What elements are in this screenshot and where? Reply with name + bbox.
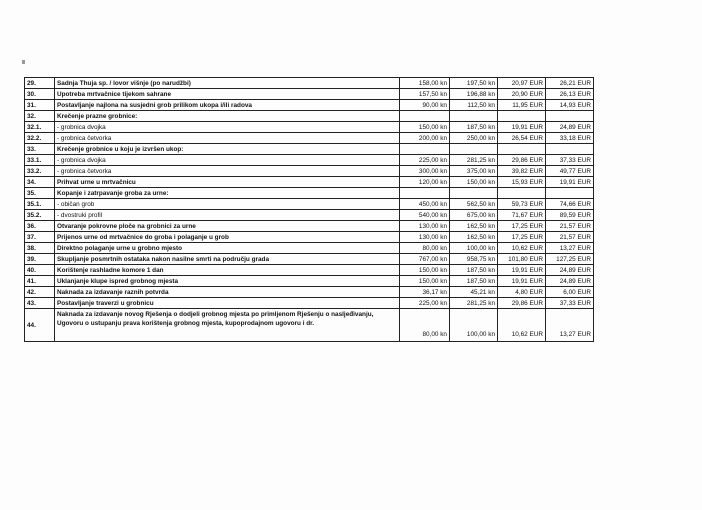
price-kn-base: 80,00 kn xyxy=(400,309,450,342)
price-table-body xyxy=(25,78,594,342)
price-kn-total: 281,25 kn xyxy=(450,155,498,166)
price-eur-base xyxy=(498,111,546,122)
row-number: 32. xyxy=(25,111,55,122)
price-eur-total: 89,59 EUR xyxy=(546,210,594,221)
price-kn-total: 187,50 kn xyxy=(450,265,498,276)
price-eur-total: 74,66 EUR xyxy=(546,199,594,210)
price-eur-base: 29,86 EUR xyxy=(498,298,546,309)
table-row xyxy=(25,265,594,276)
price-eur-base: 19,91 EUR xyxy=(498,276,546,287)
price-kn-total xyxy=(450,144,498,155)
price-eur-base: 59,73 EUR xyxy=(498,199,546,210)
price-eur-base: 101,80 EUR xyxy=(498,254,546,265)
row-number: 44. xyxy=(25,309,55,342)
row-description: - grobnica dvojka xyxy=(55,155,400,166)
price-eur-total: 13,27 EUR xyxy=(546,309,594,342)
table-row xyxy=(25,232,594,243)
price-kn-total xyxy=(450,111,498,122)
price-kn-base: 36,17 kn xyxy=(400,287,450,298)
row-description: Prihvat urne u mrtvačnicu xyxy=(55,177,400,188)
row-description: - običan grob xyxy=(55,199,400,210)
price-eur-total: 19,91 EUR xyxy=(546,177,594,188)
row-number: 33.2. xyxy=(25,166,55,177)
row-description: Skupljanje posmrtnih ostataka nakon nasilne smrti na području grada xyxy=(55,254,400,265)
price-eur-base: 20,97 EUR xyxy=(498,78,546,89)
row-number: 40. xyxy=(25,265,55,276)
price-eur-total: 49,77 EUR xyxy=(546,166,594,177)
row-number: 35. xyxy=(25,188,55,199)
row-description: Postavljanje traverzi u grobnicu xyxy=(55,298,400,309)
price-eur-total: 21,57 EUR xyxy=(546,221,594,232)
price-kn-total: 150,00 kn xyxy=(450,177,498,188)
price-eur-base: 10,62 EUR xyxy=(498,243,546,254)
price-eur-total: 37,33 EUR xyxy=(546,155,594,166)
row-description: Korištenje rashladne komore 1 dan xyxy=(55,265,400,276)
price-eur-total: 24,89 EUR xyxy=(546,265,594,276)
row-description: - dvostruki profil xyxy=(55,210,400,221)
table-row xyxy=(25,177,594,188)
table-row xyxy=(25,276,594,287)
table-row xyxy=(25,100,594,111)
price-eur-base: 19,91 EUR xyxy=(498,122,546,133)
table-row xyxy=(25,287,594,298)
price-kn-total: 45,21 kn xyxy=(450,287,498,298)
price-kn-base: 130,00 kn xyxy=(400,221,450,232)
price-eur-total: 33,18 EUR xyxy=(546,133,594,144)
price-eur-base: 20,90 EUR xyxy=(498,89,546,100)
row-description: Otvaranje pokrovne ploče na grobnici za urne xyxy=(55,221,400,232)
price-eur-base: 29,86 EUR xyxy=(498,155,546,166)
price-eur-total: 26,13 EUR xyxy=(546,89,594,100)
price-kn-total: 196,88 kn xyxy=(450,89,498,100)
price-kn-base xyxy=(400,188,450,199)
table-row xyxy=(25,78,594,89)
table-row xyxy=(25,166,594,177)
price-kn-base: 150,00 kn xyxy=(400,276,450,287)
row-description: Prijenos urne od mrtvačnice do groba i polaganje u grob xyxy=(55,232,400,243)
price-eur-total: 14,93 EUR xyxy=(546,100,594,111)
price-eur-base: 4,80 EUR xyxy=(498,287,546,298)
price-eur-total xyxy=(546,144,594,155)
row-description: Postavljanje najlona na susjedni grob prilikom ukopa i/ili radova xyxy=(55,100,400,111)
row-number: 43. xyxy=(25,298,55,309)
price-kn-base: 150,00 kn xyxy=(400,122,450,133)
price-eur-total: 26,21 EUR xyxy=(546,78,594,89)
price-kn-base: 450,00 kn xyxy=(400,199,450,210)
price-kn-base: 130,00 kn xyxy=(400,232,450,243)
table-row xyxy=(25,254,594,265)
price-kn-total xyxy=(450,188,498,199)
price-eur-base xyxy=(498,188,546,199)
price-eur-base: 15,93 EUR xyxy=(498,177,546,188)
price-eur-total: 6,00 EUR xyxy=(546,287,594,298)
price-eur-base xyxy=(498,144,546,155)
row-number: 33.1. xyxy=(25,155,55,166)
price-eur-base: 71,67 EUR xyxy=(498,210,546,221)
price-kn-total: 162,50 kn xyxy=(450,232,498,243)
price-kn-total: 112,50 kn xyxy=(450,100,498,111)
table-row xyxy=(25,111,594,122)
price-eur-base: 10,62 EUR xyxy=(498,309,546,342)
price-eur-base: 26,54 EUR xyxy=(498,133,546,144)
price-kn-base: 80,00 kn xyxy=(400,243,450,254)
row-number: 42. xyxy=(25,287,55,298)
row-description: Krečenje prazne grobnice: xyxy=(55,111,400,122)
price-kn-total: 675,00 kn xyxy=(450,210,498,221)
table-row xyxy=(25,144,594,155)
table-row xyxy=(25,298,594,309)
table-row xyxy=(25,188,594,199)
price-eur-total: 21,57 EUR xyxy=(546,232,594,243)
price-kn-total: 187,50 kn xyxy=(450,122,498,133)
price-kn-base: 767,00 kn xyxy=(400,254,450,265)
price-kn-base: 225,00 kn xyxy=(400,298,450,309)
row-number: 34. xyxy=(25,177,55,188)
table-row xyxy=(25,133,594,144)
price-kn-base: 225,00 kn xyxy=(400,155,450,166)
row-number: 35.2. xyxy=(25,210,55,221)
row-description: Krečenje grobnice u koju je izvršen ukop: xyxy=(55,144,400,155)
row-description: Upotreba mrtvačnice tijekom sahrane xyxy=(55,89,400,100)
price-table xyxy=(24,77,594,342)
row-number: 30. xyxy=(25,89,55,100)
table-row xyxy=(25,122,594,133)
row-description: Direktno polaganje urne u grobno mjesto xyxy=(55,243,400,254)
table-row xyxy=(25,199,594,210)
price-kn-total: 562,50 kn xyxy=(450,199,498,210)
row-number: 29. xyxy=(25,78,55,89)
price-kn-total: 100,00 kn xyxy=(450,243,498,254)
price-kn-total: 162,50 kn xyxy=(450,221,498,232)
row-number: 36. xyxy=(25,221,55,232)
price-eur-total: 13,27 EUR xyxy=(546,243,594,254)
row-description: Kopanje i zatrpavanje groba za urne: xyxy=(55,188,400,199)
table-row xyxy=(25,155,594,166)
row-description: Naknada za izdavanje novog Rješenja o dodjeli grobnog mjesta po primljenom Rješenju o nasljeđivanju, Ugovoru o ustupanju prava korištenja grobnog mjesta, kupoprodajnom ugovoru i dr. xyxy=(55,309,400,342)
price-eur-base: 17,25 EUR xyxy=(498,221,546,232)
price-kn-base: 150,00 kn xyxy=(400,265,450,276)
scan-mark xyxy=(22,60,25,64)
table-row xyxy=(25,221,594,232)
price-eur-total: 24,89 EUR xyxy=(546,122,594,133)
price-eur-base: 11,95 EUR xyxy=(498,100,546,111)
price-eur-base: 17,25 EUR xyxy=(498,232,546,243)
price-kn-base: 120,00 kn xyxy=(400,177,450,188)
price-kn-base: 540,00 kn xyxy=(400,210,450,221)
row-number: 38. xyxy=(25,243,55,254)
row-number: 31. xyxy=(25,100,55,111)
row-number: 33. xyxy=(25,144,55,155)
row-description: Sadnja Thuja sp. / lovor višnje (po narudžbi) xyxy=(55,78,400,89)
row-number: 37. xyxy=(25,232,55,243)
price-kn-total: 100,00 kn xyxy=(450,309,498,342)
price-kn-total: 375,00 kn xyxy=(450,166,498,177)
price-kn-base xyxy=(400,144,450,155)
price-kn-total: 197,50 kn xyxy=(450,78,498,89)
price-eur-base: 39,82 EUR xyxy=(498,166,546,177)
price-kn-total: 958,75 kn xyxy=(450,254,498,265)
price-kn-base: 158,00 kn xyxy=(400,78,450,89)
table-row xyxy=(25,243,594,254)
price-eur-total: 37,33 EUR xyxy=(546,298,594,309)
row-description: Uklanjanje klupe ispred grobnog mjesta xyxy=(55,276,400,287)
price-kn-base: 90,00 kn xyxy=(400,100,450,111)
row-number: 35.1. xyxy=(25,199,55,210)
price-kn-total: 187,50 kn xyxy=(450,276,498,287)
price-kn-total: 281,25 kn xyxy=(450,298,498,309)
price-kn-base xyxy=(400,111,450,122)
row-description: - grobnica četvorka xyxy=(55,133,400,144)
table-row xyxy=(25,210,594,221)
price-kn-base: 157,50 kn xyxy=(400,89,450,100)
table-row xyxy=(25,309,594,342)
row-number: 32.2. xyxy=(25,133,55,144)
price-eur-base: 19,91 EUR xyxy=(498,265,546,276)
price-eur-total: 24,89 EUR xyxy=(546,276,594,287)
price-kn-total: 250,00 kn xyxy=(450,133,498,144)
price-eur-total xyxy=(546,111,594,122)
price-kn-base: 300,00 kn xyxy=(400,166,450,177)
price-eur-total: 127,25 EUR xyxy=(546,254,594,265)
table-row xyxy=(25,89,594,100)
row-number: 32.1. xyxy=(25,122,55,133)
row-number: 41. xyxy=(25,276,55,287)
row-description: - grobnica dvojka xyxy=(55,122,400,133)
price-eur-total xyxy=(546,188,594,199)
row-number: 39. xyxy=(25,254,55,265)
row-description: - grobnica četvorka xyxy=(55,166,400,177)
price-kn-base: 200,00 kn xyxy=(400,133,450,144)
row-description: Naknada za izdavanje raznih potvrda xyxy=(55,287,400,298)
